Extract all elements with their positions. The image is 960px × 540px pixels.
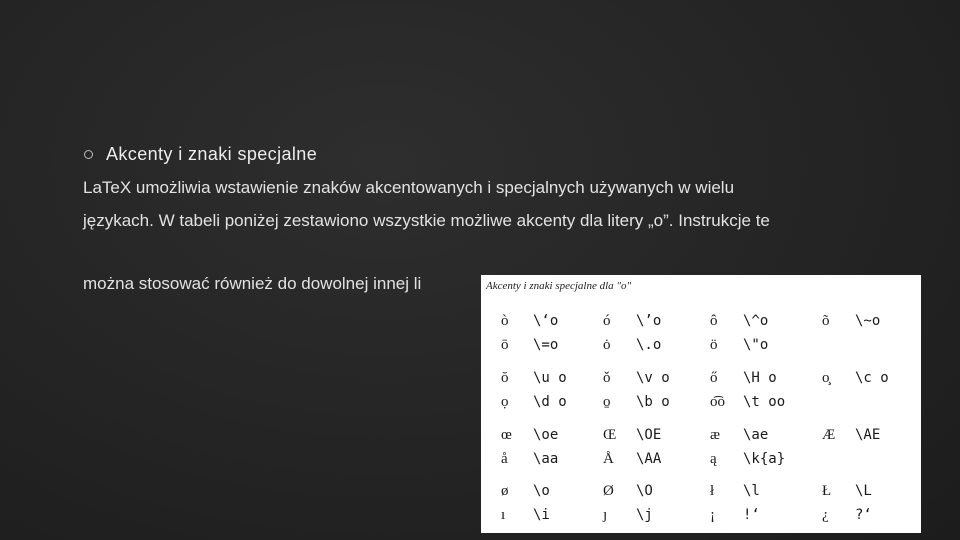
latex-command: \’o (636, 313, 662, 329)
table-caption: Akcenty i znaki specjalne dla "o" (486, 280, 632, 292)
latex-command: \aa (533, 451, 559, 467)
latex-command: \d o (533, 394, 567, 410)
accented-char: ọ (501, 394, 509, 410)
paragraph-line-2: językach. W tabeli poniżej zestawiono wszystkie możliwe akcenty dla litery „o”. Instrukcje te (83, 211, 770, 230)
accented-char: ø (501, 483, 509, 499)
accented-char: o̱ (603, 394, 611, 410)
latex-command: \b o (636, 394, 670, 410)
paragraph-line-1: LaTeX umożliwia wstawienie znaków akcentowanych i specjalnych używanych w wielu (83, 178, 735, 197)
accented-char: Æ (822, 427, 836, 443)
latex-command: \‘o (533, 313, 559, 329)
accented-char: ¡ (710, 507, 715, 523)
latex-command: \c o (855, 370, 889, 386)
accented-char: o̧ (822, 370, 830, 386)
latex-command: \j (636, 507, 653, 523)
paragraph-line-3: można stosować również do dowolnej innej li (83, 274, 422, 293)
latex-command: \=o (533, 337, 559, 353)
accented-char: Œ (603, 427, 617, 443)
accented-char: ó (603, 313, 611, 329)
latex-command: \~o (855, 313, 881, 329)
accented-char: o͡o (710, 394, 725, 410)
latex-command: \u o (533, 370, 567, 386)
heading-text: Akcenty i znaki specjalne (106, 143, 318, 164)
accented-char: ô (710, 313, 718, 329)
latex-command: \AE (855, 427, 881, 443)
accents-grid (481, 275, 921, 533)
accented-char: ǒ (603, 370, 611, 386)
accented-char: æ (710, 427, 721, 443)
accented-char: ł (710, 483, 715, 499)
latex-command: \H o (743, 370, 777, 386)
latex-command: \.o (636, 337, 662, 353)
accented-char: Ł (822, 483, 832, 499)
latex-command: \O (636, 483, 653, 499)
accented-char: ¿ (822, 507, 829, 523)
accents-table-image (481, 275, 921, 533)
latex-command: \OE (636, 427, 662, 443)
accented-char: ö (710, 337, 718, 353)
latex-command: \AA (636, 451, 662, 467)
accented-char: ȯ (603, 337, 611, 353)
accented-char: ȷ (603, 507, 608, 523)
accented-char: Ø (603, 483, 614, 499)
section-heading (84, 141, 317, 167)
latex-command: \i (533, 507, 550, 523)
latex-command: \t oo (743, 394, 786, 410)
latex-command: \"o (743, 337, 769, 353)
latex-command: \l (743, 483, 760, 499)
latex-command: \L (855, 483, 872, 499)
accented-char: ò (501, 313, 509, 329)
circle-bullet-icon (84, 150, 93, 159)
latex-command: !‘ (743, 507, 760, 523)
latex-command: \^o (743, 313, 769, 329)
accented-char: ı (501, 507, 506, 523)
latex-command: \oe (533, 427, 559, 443)
latex-command: \v o (636, 370, 670, 386)
latex-command: \o (533, 483, 550, 499)
accented-char: ŏ (501, 370, 509, 386)
latex-command: \ae (743, 427, 769, 443)
accented-char: ō (501, 337, 509, 353)
accented-char: œ (501, 427, 512, 443)
accented-char: å (501, 451, 508, 467)
accented-char: ő (710, 370, 718, 386)
accented-char: Å (603, 451, 614, 467)
accented-char: õ (822, 313, 830, 329)
accented-char: ą (710, 451, 717, 467)
latex-command: \k{a} (743, 451, 786, 467)
latex-command: ?‘ (855, 507, 872, 523)
